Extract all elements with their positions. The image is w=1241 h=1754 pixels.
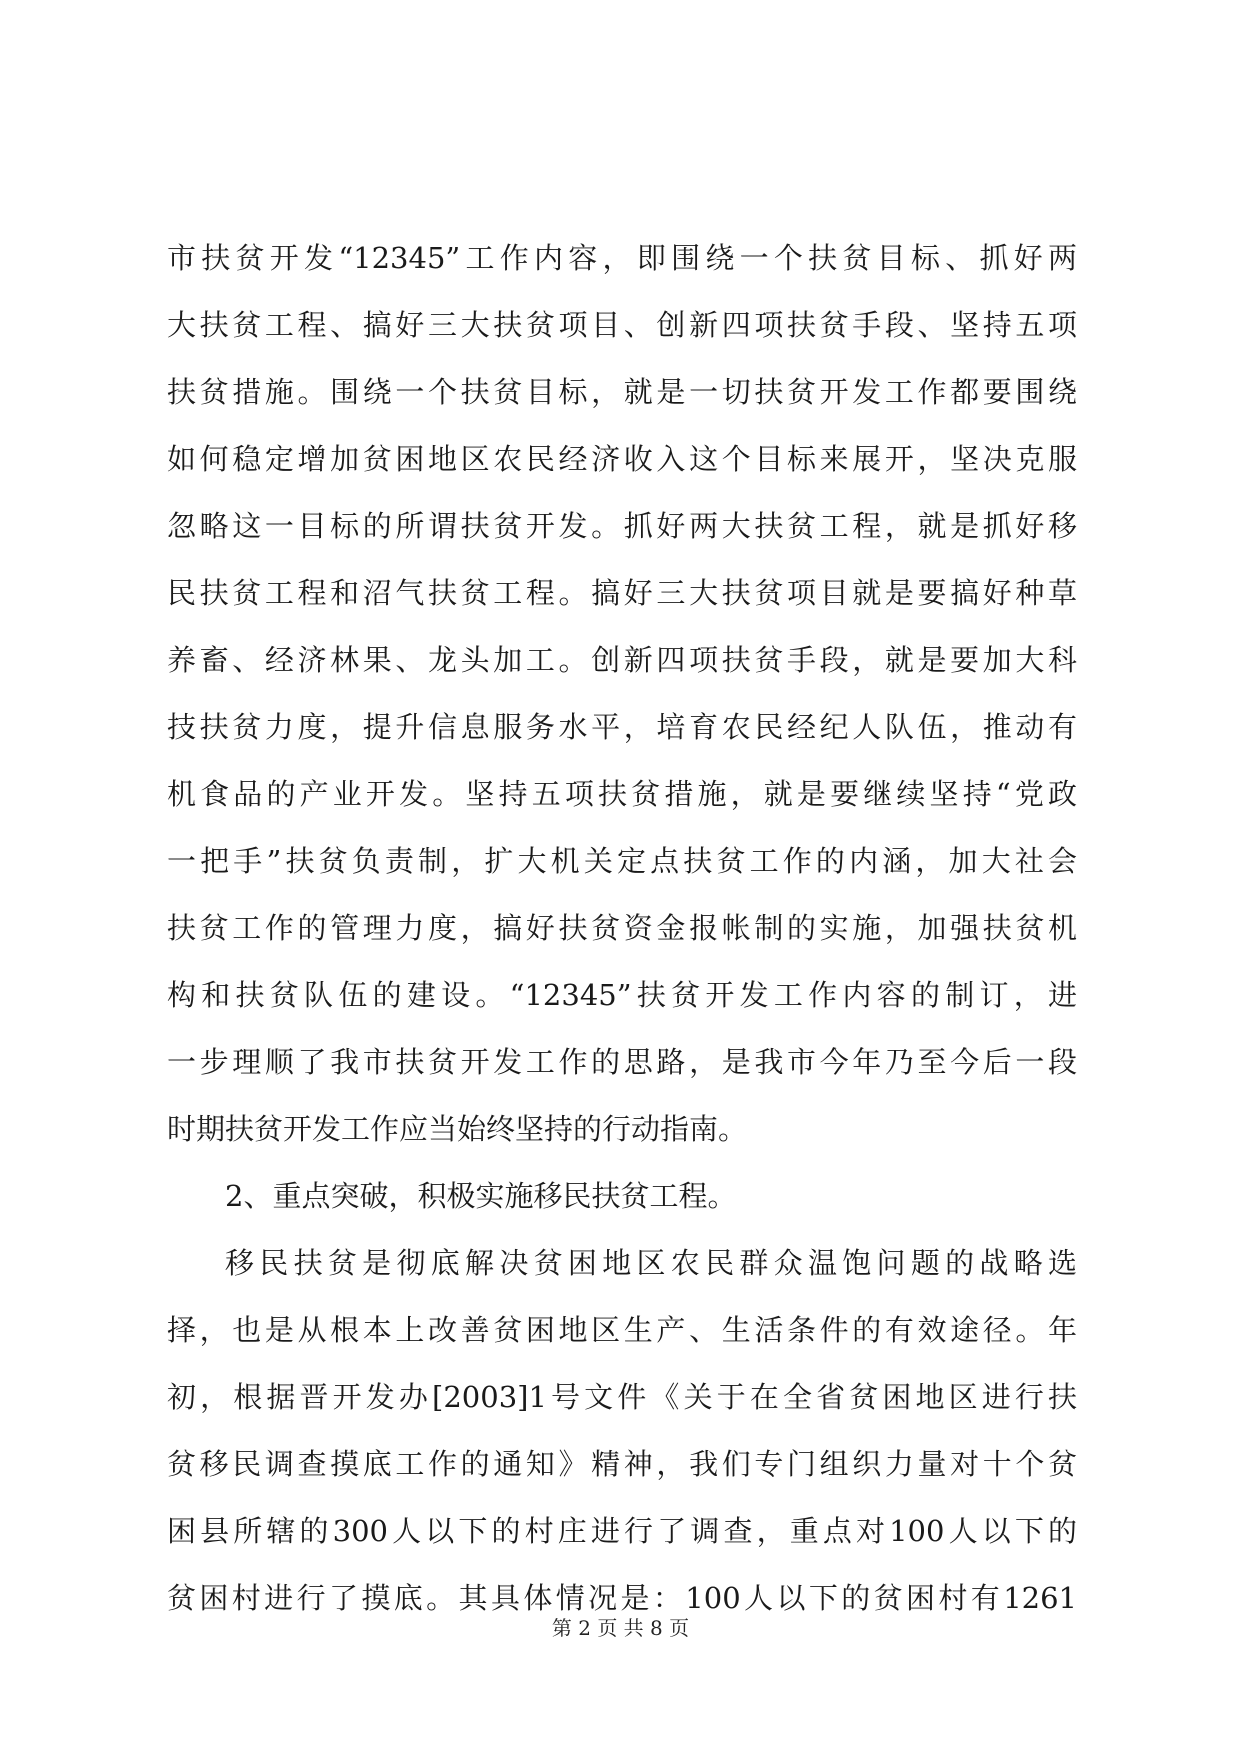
text-line: 养畜、经济林果、龙头加工。创新四项扶贫手段，就是要加大科 [167,643,1077,677]
text-line: 移民扶贫是彻底解决贫困地区农民群众温饱问题的战略选 [225,1246,1077,1280]
text-line: 大扶贫工程、搞好三大扶贫项目、创新四项扶贫手段、坚持五项 [167,308,1077,342]
text-line: 初，根据晋开发办[2003]1号文件《关于在全省贫困地区进行扶 [167,1380,1077,1414]
text-line: 构和扶贫队伍的建设。“12345”扶贫开发工作内容的制订，进 [167,978,1077,1012]
text-line: 时期扶贫开发工作应当始终坚持的行动指南。 [167,1112,748,1146]
text-line: 一步理顺了我市扶贫开发工作的思路，是我市今年乃至今后一段 [167,1045,1077,1079]
text-line: 一把手”扶贫负责制，扩大机关定点扶贫工作的内涵，加大社会 [167,844,1077,878]
text-line: 贫困村进行了摸底。其具体情况是：100人以下的贫困村有1261 [167,1581,1077,1615]
document-body [167,225,1077,1632]
text-line: 扶贫措施。围绕一个扶贫目标，就是一切扶贫开发工作都要围绕 [167,375,1077,409]
text-line: 机食品的产业开发。坚持五项扶贫措施，就是要继续坚持“党政 [167,777,1077,811]
text-line: 困县所辖的300人以下的村庄进行了调查，重点对100人以下的 [167,1514,1077,1548]
text-line: 扶贫工作的管理力度，搞好扶贫资金报帐制的实施，加强扶贫机 [167,911,1077,945]
text-line: 忽略这一目标的所谓扶贫开发。抓好两大扶贫工程，就是抓好移 [167,509,1077,543]
text-line: 2、重点突破，积极实施移民扶贫工程。 [225,1179,737,1213]
text-line: 技扶贫力度，提升信息服务水平，培育农民经纪人队伍，推动有 [167,710,1077,744]
page-footer: 第 2 页 共 8 页 [551,1616,690,1640]
text-line: 如何稳定增加贫困地区农民经济收入这个目标来展开，坚决克服 [167,442,1077,476]
text-line: 民扶贫工程和沼气扶贫工程。搞好三大扶贫项目就是要搞好种草 [167,576,1077,610]
text-line: 市扶贫开发“12345”工作内容，即围绕一个扶贫目标、抓好两 [167,241,1077,275]
text-line: 贫移民调查摸底工作的通知》精神，我们专门组织力量对十个贫 [167,1447,1077,1481]
text-line: 择，也是从根本上改善贫困地区生产、生活条件的有效途径。年 [167,1313,1077,1347]
